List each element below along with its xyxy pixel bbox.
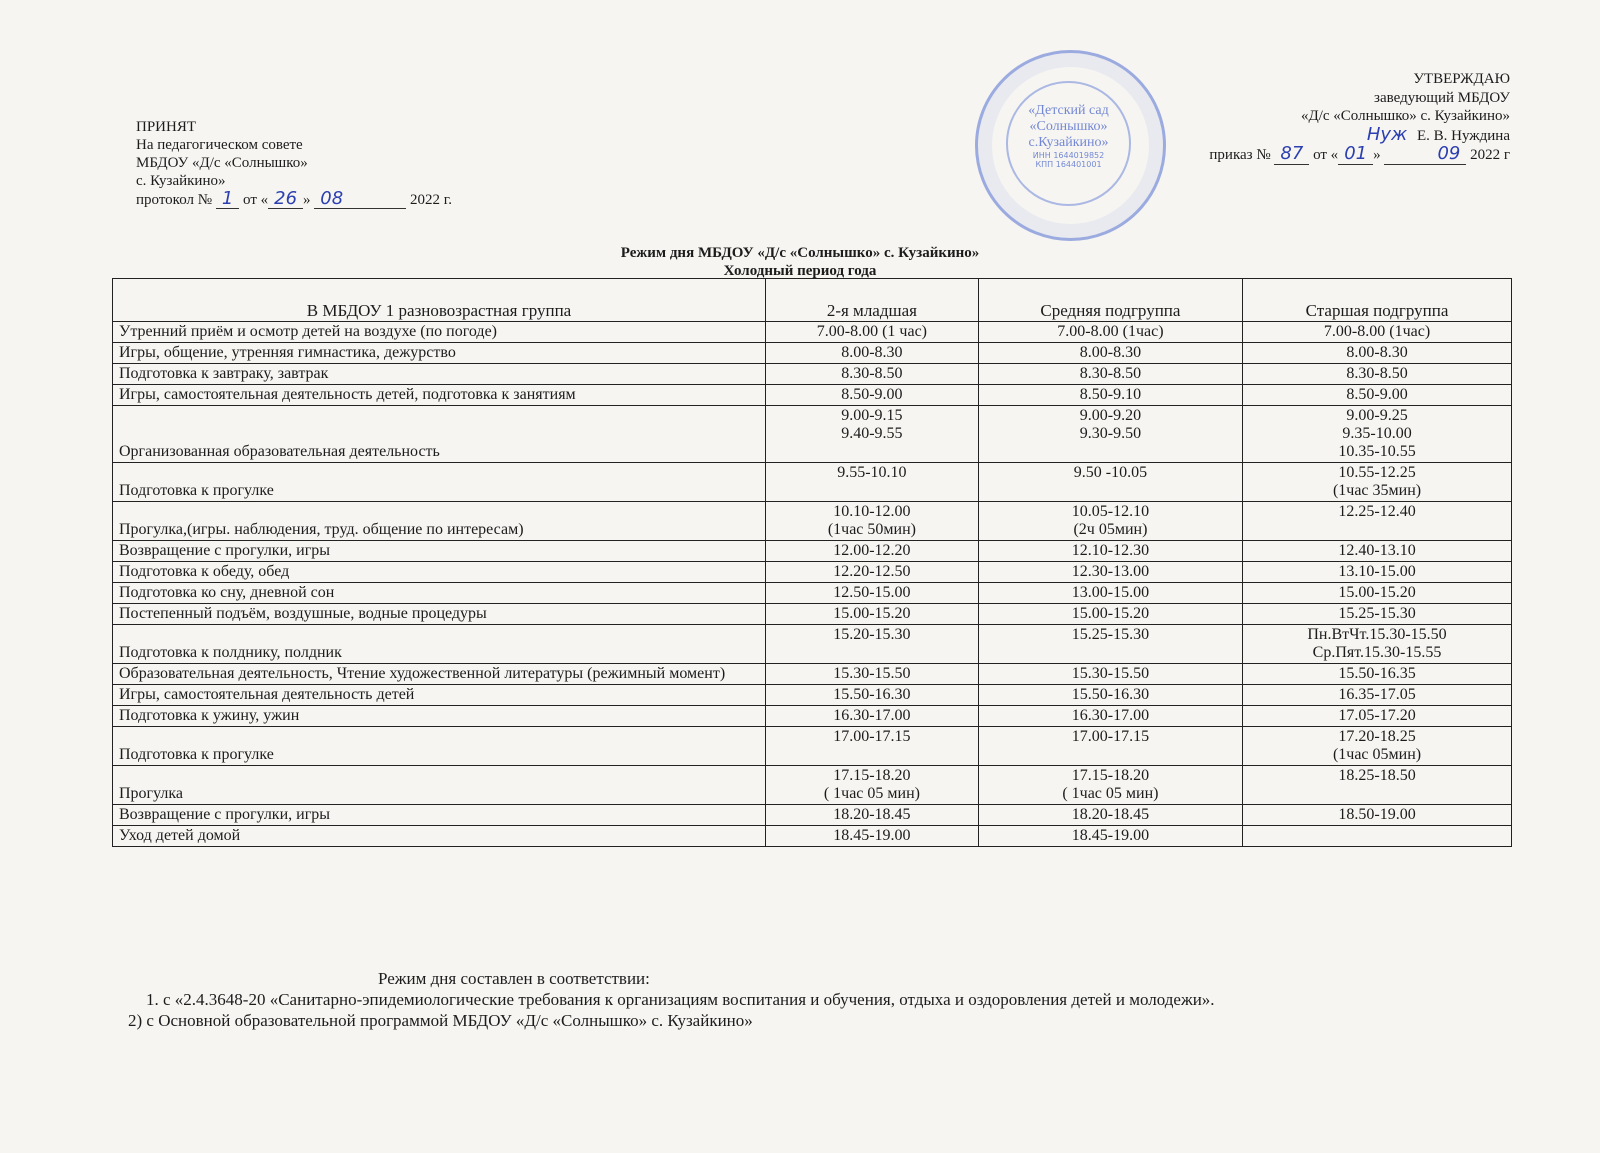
time-cell: 15.20-15.30 [766, 625, 979, 664]
accepted-block [136, 118, 452, 209]
time-cell: 12.50-15.00 [766, 583, 979, 604]
time-cell: 18.45-19.00 [766, 826, 979, 847]
table-row [113, 625, 1512, 664]
activity-cell: Подготовка ко сну, дневной сон [113, 583, 766, 604]
time-cell: 9.50 -10.05 [978, 463, 1242, 502]
time-cell: 16.30-17.00 [978, 706, 1242, 727]
stamp-kpp: КПП 164401001 [1035, 160, 1102, 169]
activity-cell: Постепенный подъём, воздушные, водные процедуры [113, 604, 766, 625]
table-row [113, 706, 1512, 727]
official-stamp [975, 50, 1166, 241]
activity-cell: Подготовка к полднику, полдник [113, 625, 766, 664]
order-label: приказ № [1209, 147, 1271, 163]
time-cell: 12.40-13.10 [1243, 541, 1512, 562]
time-cell: 15.30-15.50 [766, 664, 979, 685]
subtitle-line: Холодный период года [723, 263, 877, 279]
stamp-inn: ИНН 1644019852 [1032, 151, 1105, 160]
schedule-table [112, 278, 1512, 847]
activity-cell: Организованная образовательная деятельность [113, 406, 766, 463]
time-cell: 12.25-12.40 [1243, 502, 1512, 541]
column-header: 2-я младшая [766, 279, 979, 322]
director-name: Е. В. Нуждина [1416, 127, 1510, 144]
table-row [113, 604, 1512, 625]
activity-cell: Игры, общение, утренняя гимнастика, дежурство [113, 343, 766, 364]
activity-cell: Подготовка к прогулке [113, 463, 766, 502]
column-header: В МБДОУ 1 разновозрастная группа [113, 279, 766, 322]
time-cell: 8.30-8.50 [766, 364, 979, 385]
table-row [113, 406, 1512, 463]
protocol-number: 1 [216, 190, 239, 209]
activity-cell: Утренний приём и осмотр детей на воздухе (по погоде) [113, 322, 766, 343]
approved-block [1209, 70, 1510, 165]
time-cell: 15.25-15.30 [1243, 604, 1512, 625]
activity-cell: Уход детей домой [113, 826, 766, 847]
activity-cell: Подготовка к завтраку, завтрак [113, 364, 766, 385]
protocol-year: 2022 г. [410, 192, 452, 208]
order-year: 2022 г [1470, 147, 1510, 163]
time-cell: 15.00-15.20 [766, 604, 979, 625]
stamp-text: «Детский сад [1028, 103, 1109, 118]
activity-cell: Игры, самостоятельная деятельность детей, подготовка к занятиям [113, 385, 766, 406]
accepted-heading: ПРИНЯТ [136, 119, 197, 135]
time-cell: 18.20-18.45 [766, 805, 979, 826]
time-cell: 18.45-19.00 [978, 826, 1242, 847]
time-cell: 15.30-15.50 [978, 664, 1242, 685]
time-cell: 18.20-18.45 [978, 805, 1242, 826]
time-cell: Пн.ВтЧт.15.30-15.50 Ср.Пят.15.30-15.55 [1243, 625, 1512, 664]
activity-cell: Возвращение с прогулки, игры [113, 541, 766, 562]
time-cell: 15.50-16.30 [766, 685, 979, 706]
footer-item: 2) с Основной образовательной программой МБДОУ «Д/с «Солнышко» с. Кузайкино» [128, 1011, 753, 1030]
accepted-line: МБДОУ «Д/с «Солнышко» [136, 155, 308, 171]
table-row [113, 562, 1512, 583]
from-label: от « [1313, 147, 1339, 163]
time-cell: 17.00-17.15 [766, 727, 979, 766]
stamp-text: «Солнышко» [1029, 119, 1108, 134]
table-row [113, 583, 1512, 604]
column-header: Средняя подгруппа [978, 279, 1242, 322]
activity-cell: Прогулка [113, 766, 766, 805]
time-cell: 8.30-8.50 [978, 364, 1242, 385]
table-body [113, 322, 1512, 847]
activity-cell: Подготовка к обеду, обед [113, 562, 766, 583]
table-row [113, 463, 1512, 502]
activity-cell: Подготовка к ужину, ужин [113, 706, 766, 727]
table-row [113, 322, 1512, 343]
time-cell: 13.10-15.00 [1243, 562, 1512, 583]
time-cell: 8.50-9.00 [766, 385, 979, 406]
table-row [113, 685, 1512, 706]
document-title [0, 244, 1600, 280]
order-number: 87 [1274, 145, 1309, 165]
table-row [113, 826, 1512, 847]
time-cell: 9.00-9.15 9.40-9.55 [766, 406, 979, 463]
time-cell: 12.20-12.50 [766, 562, 979, 583]
time-cell [1243, 826, 1512, 847]
time-cell: 17.00-17.15 [978, 727, 1242, 766]
accepted-line: с. Кузайкино» [136, 173, 226, 189]
time-cell: 8.00-8.30 [1243, 343, 1512, 364]
time-cell: 7.00-8.00 (1час) [978, 322, 1242, 343]
table-row [113, 766, 1512, 805]
time-cell: 12.30-13.00 [978, 562, 1242, 583]
footer-item: 1. с «2.4.3648-20 «Санитарно-эпидемиологические требования к организациям воспитания и обучения, отдыха и оздоровления детей и молодежи». [146, 990, 1215, 1009]
time-cell: 8.50-9.00 [1243, 385, 1512, 406]
activity-cell: Игры, самостоятельная деятельность детей [113, 685, 766, 706]
activity-cell: Прогулка,(игры. наблюдения, труд. общение по интересам) [113, 502, 766, 541]
time-cell: 17.20-18.25 (1час 05мин) [1243, 727, 1512, 766]
time-cell: 17.05-17.20 [1243, 706, 1512, 727]
table-row [113, 541, 1512, 562]
time-cell: 17.15-18.20 ( 1час 05 мин) [766, 766, 979, 805]
table-row [113, 343, 1512, 364]
footer-heading: Режим дня составлен в соответствии: [378, 969, 650, 988]
table-row [113, 805, 1512, 826]
footer [128, 968, 1538, 1031]
time-cell: 8.50-9.10 [978, 385, 1242, 406]
approved-line: заведующий МБДОУ [1374, 89, 1510, 106]
time-cell: 10.10-12.00 (1час 50мин) [766, 502, 979, 541]
time-cell: 9.00-9.20 9.30-9.50 [978, 406, 1242, 463]
table-row [113, 664, 1512, 685]
time-cell: 8.00-8.30 [766, 343, 979, 364]
activity-cell: Возвращение с прогулки, игры [113, 805, 766, 826]
time-cell: 15.50-16.30 [978, 685, 1242, 706]
table-row [113, 385, 1512, 406]
protocol-day: 26 [268, 190, 303, 209]
order-line: приказ № 87 от « 01 » 09 2022 г [1209, 143, 1510, 164]
stamp-text: с.Кузайкино» [1028, 135, 1109, 150]
approved-line: «Д/с «Солнышко» с. Кузайкино» [1300, 108, 1510, 124]
protocol-label: протокол № [136, 192, 213, 208]
time-cell: 7.00-8.00 (1час) [1243, 322, 1512, 343]
table-header-row [113, 279, 1512, 322]
table-row [113, 502, 1512, 541]
time-cell: 15.25-15.30 [978, 625, 1242, 664]
signature: Нуж [1366, 123, 1408, 145]
table-row [113, 364, 1512, 385]
table-row [113, 727, 1512, 766]
time-cell: 8.30-8.50 [1243, 364, 1512, 385]
time-cell: 10.05-12.10 (2ч 05мин) [978, 502, 1242, 541]
from-label: от « [243, 192, 269, 208]
approved-heading: УТВЕРЖДАЮ [1413, 71, 1510, 87]
time-cell: 15.00-15.20 [978, 604, 1242, 625]
order-day: 01 [1338, 145, 1373, 165]
time-cell: 18.50-19.00 [1243, 805, 1512, 826]
time-cell: 17.15-18.20 ( 1час 05 мин) [978, 766, 1242, 805]
protocol-line: протокол № 1 от « 26 » 08 2022 г. [136, 188, 452, 209]
order-month: 09 [1384, 145, 1466, 165]
activity-cell: Подготовка к прогулке [113, 727, 766, 766]
column-header: Старшая подгруппа [1243, 279, 1512, 322]
time-cell: 13.00-15.00 [978, 583, 1242, 604]
time-cell: 8.00-8.30 [978, 343, 1242, 364]
time-cell: 9.00-9.25 9.35-10.00 10.35-10.55 [1243, 406, 1512, 463]
title-line: Режим дня МБДОУ «Д/с «Солнышко» с. Кузайкино» [620, 245, 980, 261]
accepted-line: На педагогическом совете [136, 137, 303, 153]
time-cell: 15.50-16.35 [1243, 664, 1512, 685]
time-cell: 16.35-17.05 [1243, 685, 1512, 706]
time-cell: 18.25-18.50 [1243, 766, 1512, 805]
time-cell: 10.55-12.25 (1час 35мин) [1243, 463, 1512, 502]
time-cell: 7.00-8.00 (1 час) [766, 322, 979, 343]
time-cell: 15.00-15.20 [1243, 583, 1512, 604]
protocol-month: 08 [314, 190, 406, 209]
time-cell: 16.30-17.00 [766, 706, 979, 727]
activity-cell: Образовательная деятельность, Чтение художественной литературы (режимный момент) [113, 664, 766, 685]
time-cell: 9.55-10.10 [766, 463, 979, 502]
time-cell: 12.00-12.20 [766, 541, 979, 562]
time-cell: 12.10-12.30 [978, 541, 1242, 562]
